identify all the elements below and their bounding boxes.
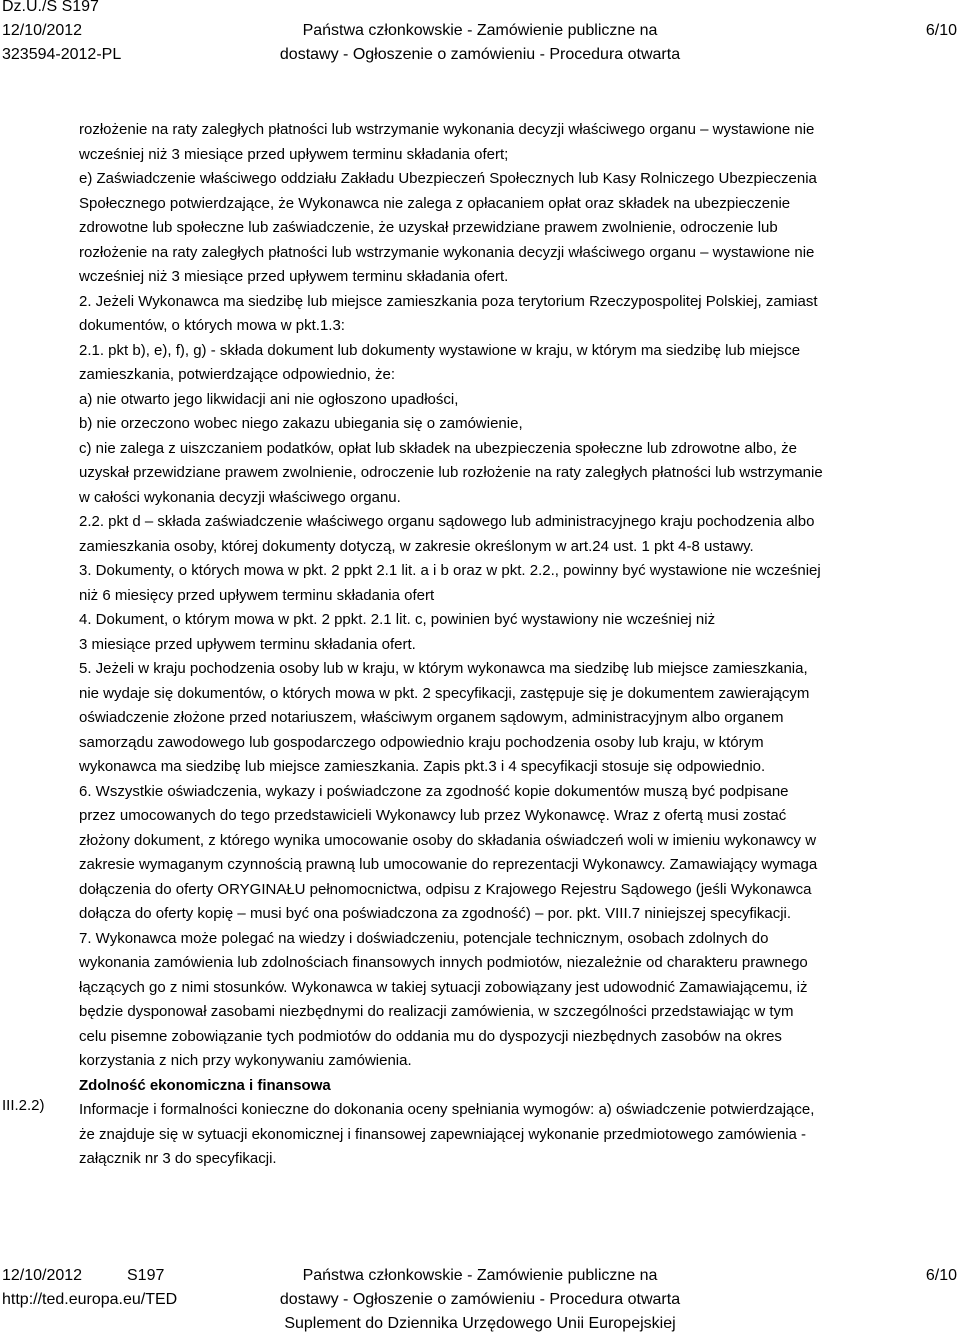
section-title: Zdolność ekonomiczna i finansowa bbox=[79, 1076, 331, 1094]
footer-title-line1: Państwa członkowskie - Zamówienie publiczne na bbox=[302, 1267, 658, 1284]
footer-series: S197 bbox=[127, 1267, 165, 1284]
footer-title-line2: dostawy - Ogłoszenie o zamówieniu - Procedura otwarta bbox=[279, 1291, 681, 1308]
body-line: będzie dysponował zasobami niezbędnymi do realizacji zamówienia, w szczególności przedstawiając w tym bbox=[79, 1003, 794, 1020]
body-line: korzystania z nich przy wykonywaniu zamówienia. bbox=[79, 1052, 412, 1069]
body-line: dołączenia do oferty ORYGINAŁU pełnomocnictwa, odpisu z Krajowego Rejestru Sądowego (jeśli Wykonawca bbox=[79, 880, 812, 898]
body-text bbox=[79, 118, 957, 1074]
journal-ref: Dz.U./S S197 bbox=[2, 0, 99, 15]
body-line: niż 6 miesięcy przed upływem terminu składania ofert bbox=[79, 586, 435, 604]
body-line: a) nie otwarto jego likwidacji ani nie ogłoszono upadłości, bbox=[79, 390, 459, 408]
body-line: 3 miesiące przed upływem terminu składania ofert. bbox=[79, 635, 416, 653]
body-line: wcześniej niż 3 miesiące przed upływem terminu składania ofert; bbox=[79, 145, 509, 163]
footer-date: 12/10/2012 bbox=[2, 1267, 83, 1284]
header-date: 12/10/2012 bbox=[2, 22, 83, 39]
body-line: 2.1. pkt b), e), f), g) - składa dokument lub dokumenty wystawione w kraju, w którym ma siedzibę lub miejsce bbox=[79, 341, 801, 359]
body-line: 2. Jeżeli Wykonawca ma siedzibę lub miejsce zamieszkania poza terytorium Rzeczypospolitej Polskiej, zamiast bbox=[79, 292, 818, 310]
document-id: 323594-2012-PL bbox=[2, 46, 122, 63]
footer-url: http://ted.europa.eu/TED bbox=[2, 1291, 178, 1308]
section-number: III.2.2) bbox=[2, 1097, 45, 1114]
body-line: celu pisemne zobowiązanie tych podmiotów do oddania mu do dyspozycji niezbędnych zasobów na okres bbox=[79, 1027, 782, 1045]
body-line: Społecznego potwierdzające, że Wykonawca nie zalega z opłacaniem opłat oraz składek na ubezpieczenie bbox=[79, 194, 791, 212]
body-line: c) nie zalega z uiszczaniem podatków, opłat lub składek na ubezpieczenia społeczne lub zdrowotne albo, że bbox=[79, 439, 797, 457]
body-line: w całości wykonania decyzji właściwego organu. bbox=[79, 488, 401, 506]
section-description-line: że znajduje się w sytuacji ekonomicznej i finansowej zapewniającej wykonanie przedmiotowego zamówienia - bbox=[79, 1125, 807, 1143]
body-line: 4. Dokument, o którym mowa w pkt. 2 ppkt. 2.1 lit. c, powinien być wystawiony nie wcześniej niż bbox=[79, 611, 716, 628]
body-line: oświadczenie złożone przed notariuszem, właściwym organem sądowym, administracyjnym albo organem bbox=[79, 709, 784, 726]
document-body bbox=[79, 118, 957, 1172]
body-line: samorządu zawodowego lub gospodarczego odpowiednio kraju pochodzenia osoby lub kraju, w którym bbox=[79, 733, 764, 751]
footer-title-line3: Suplement do Dziennika Urzędowego Unii Europejskiej bbox=[284, 1315, 676, 1332]
body-line: zamieszkania, potwierdzające odpowiednio, że: bbox=[79, 366, 396, 383]
body-line: 3. Dokumenty, o których mowa w pkt. 2 ppkt 2.1 lit. a i b oraz w pkt. 2.2., powinny być wystawione nie wcześniej bbox=[79, 562, 821, 579]
body-line: wykonawca ma siedzibę lub miejsce zamieszkania. Zapis pkt.3 i 4 specyfikacji stosuje się odpowiednio. bbox=[79, 758, 766, 775]
body-line: 2.2. pkt d – składa zaświadczenie właściwego organu sądowego lub administracyjnego kraju pochodzenia albo bbox=[79, 513, 815, 530]
header-title-line2: dostawy - Ogłoszenie o zamówieniu - Procedura otwarta bbox=[279, 46, 681, 63]
body-line: e) Zaświadczenie właściwego oddziału Zakładu Ubezpieczeń Społecznych lub Kasy Rolniczego Ubezpieczenia bbox=[79, 170, 817, 187]
body-line: wykonania zamówienia lub zdolnościach finansowych innych podmiotów, niezależnie od charakteru prawnego bbox=[79, 954, 808, 971]
body-line: łączących go z nimi stosunków. Wykonawca w takiej sytuacji zobowiązany jest udowodnić Zamawiającemu, iż bbox=[79, 978, 808, 996]
footer-page-number: 6/10 bbox=[925, 1267, 957, 1284]
section-description-line: załącznik nr 3 do specyfikacji. bbox=[79, 1150, 277, 1167]
section-description-line: Informacje i formalności konieczne do dokonania oceny spełniania wymogów: a) oświadczenie potwierdzające, bbox=[79, 1101, 815, 1118]
body-line: uzyskał przewidziane prawem zwolnienie, odroczenie lub rozłożenie na raty zaległych płatności lub wstrzymanie bbox=[79, 464, 823, 481]
body-line: 7. Wykonawca może polegać na wiedzy i doświadczeniu, potencjale technicznym, osobach zdolnych do bbox=[79, 929, 769, 947]
body-line: wcześniej niż 3 miesiące przed upływem terminu składania ofert. bbox=[79, 268, 509, 285]
body-line: b) nie orzeczono wobec niego zakazu ubiegania się o zamówienie, bbox=[79, 415, 523, 432]
body-line: 6. Wszystkie oświadczenia, wykazy i poświadczone za zgodność kopie dokumentów muszą być podpisane bbox=[79, 782, 789, 800]
body-line: nie wydaje się dokumentów, o których mowa w pkt. 2 specyfikacji, zastępuje się je dokumentem zawierającym bbox=[79, 684, 810, 702]
header-page-number: 6/10 bbox=[925, 22, 957, 39]
body-line: zamieszkania osoby, której dokumenty dotyczą, w zakresie określonym w art.24 ust. 1 pkt 4-8 ustawy. bbox=[79, 537, 754, 555]
body-line: rozłożenie na raty zaległych płatności lub wstrzymanie wykonania decyzji właściwego organu – wystawione nie bbox=[79, 121, 815, 138]
body-line: zdrowotne lub społeczne lub zaświadczenie, że uzyskał przewidziane prawem zwolnienie, odroczenie lub bbox=[79, 219, 778, 236]
body-line: przez umocowanych do tego przedstawicieli Wykonawcy lub przez Wykonawcę. Wraz z ofertą musi zostać bbox=[79, 807, 787, 824]
body-line: rozłożenie na raty zaległych płatności lub wstrzymanie wykonania decyzji właściwego organu – wystawione nie bbox=[79, 243, 815, 261]
body-line: zakresie wymaganym czynnością prawną lub umocowanie do reprezentacji Wykonawcy. Zamawiający wymaga bbox=[79, 856, 818, 873]
header-title-line1: Państwa członkowskie - Zamówienie publiczne na bbox=[302, 22, 658, 39]
body-line: złożony dokument, z którego wynika umocowanie osoby do składania oświadczeń woli w imieniu wykonawcy w bbox=[79, 831, 817, 849]
body-line: dokumentów, o których mowa w pkt.1.3: bbox=[79, 317, 345, 334]
body-line: 5. Jeżeli w kraju pochodzenia osoby lub w kraju, w którym wykonawca ma siedzibę lub miejsce zamieszkania, bbox=[79, 660, 808, 677]
section-description bbox=[79, 1098, 957, 1172]
body-line: dołącza do oferty kopię – musi być ona poświadczona za zgodność) – por. pkt. VIII.7 niniejszej specyfikacji. bbox=[79, 905, 792, 922]
